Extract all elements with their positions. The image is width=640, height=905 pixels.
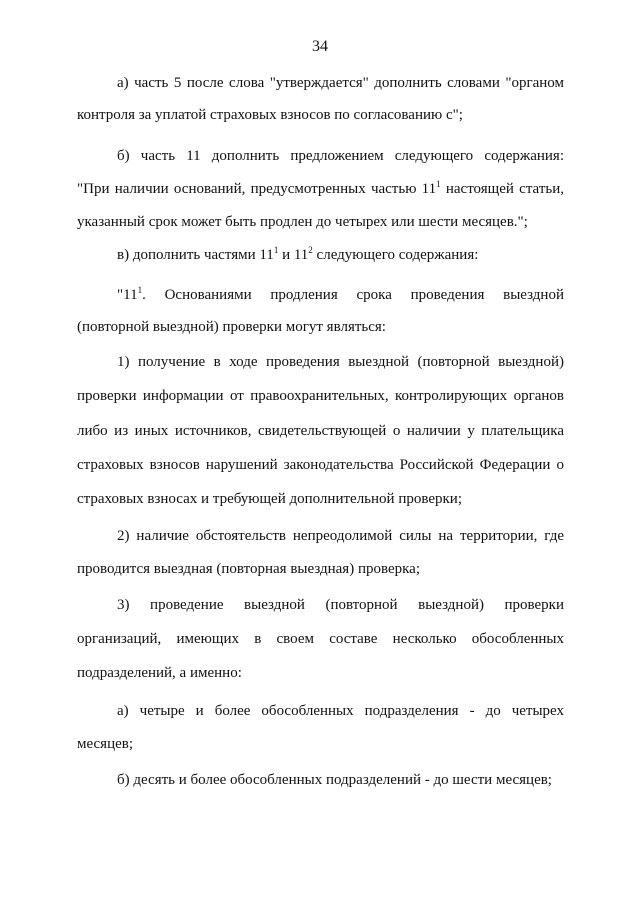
paragraph-v-line-1: в) дополнить частями $11^1$ и $11^2$ следующего содержания: (117, 245, 479, 263)
subitem-a-line-2: месяцев; (77, 736, 134, 752)
paragraph-a-line-2: контроля за уплатой страховых взносов по согласованию с"; (77, 107, 463, 123)
item-1-line-4: страховых взносов нарушений законодательства Российской Федерации о (77, 457, 564, 473)
page-number: 34 (312, 38, 328, 55)
paragraph-b-line-2: "При наличии оснований, предусмотренных частью $11^1$ настоящей статьи, (77, 179, 564, 197)
item-1-line-5: страховых взносах и требующей дополнительной проверки; (77, 491, 462, 507)
item-3-line-1: 3) проведение выездной (повторной выездной) проверки (117, 597, 564, 613)
superscript: 1 (436, 179, 441, 189)
item-2-line-1: 2) наличие обстоятельств непреодолимой силы на территории, где (117, 528, 564, 544)
item-1-line-2: проверки информации от правоохранительных, контролирующих органов (77, 388, 564, 404)
item-2-line-2: проводится выездная (повторная выездная) проверка; (77, 561, 421, 577)
subitem-b-line-1: б) десять и более обособленных подразделений - до шести месяцев; (117, 772, 552, 788)
item-3-line-2: организаций, имеющих в своем составе несколько обособленных (77, 631, 564, 647)
superscript: 2 (308, 245, 313, 255)
paragraph-b-line-3: указанный срок может быть продлен до четырех или шести месяцев."; (77, 214, 528, 230)
superscript: 1 (137, 285, 143, 295)
paragraph-11-1-line-1: "$11^1$. Основаниями продления срока проведения выездной (117, 285, 564, 303)
paragraph-b-line-1: б) часть 11 дополнить предложением следующего содержания: (117, 148, 564, 164)
paragraph-a-line-1: а) часть 5 после слова "утверждается" дополнить словами "органом (117, 75, 564, 91)
superscript: 1 (273, 245, 279, 255)
item-3-line-3: подразделений, а именно: (77, 665, 242, 681)
item-1-line-3: либо из иных источников, свидетельствующей о наличии у плательщика (77, 423, 564, 439)
item-1-line-1: 1) получение в ходе проведения выездной (повторной выездной) (117, 354, 564, 370)
subitem-a-line-1: а) четыре и более обособленных подразделения - до четырех (117, 703, 564, 719)
paragraph-11-1-line-2: (повторной выездной) проверки могут являться: (77, 319, 386, 335)
